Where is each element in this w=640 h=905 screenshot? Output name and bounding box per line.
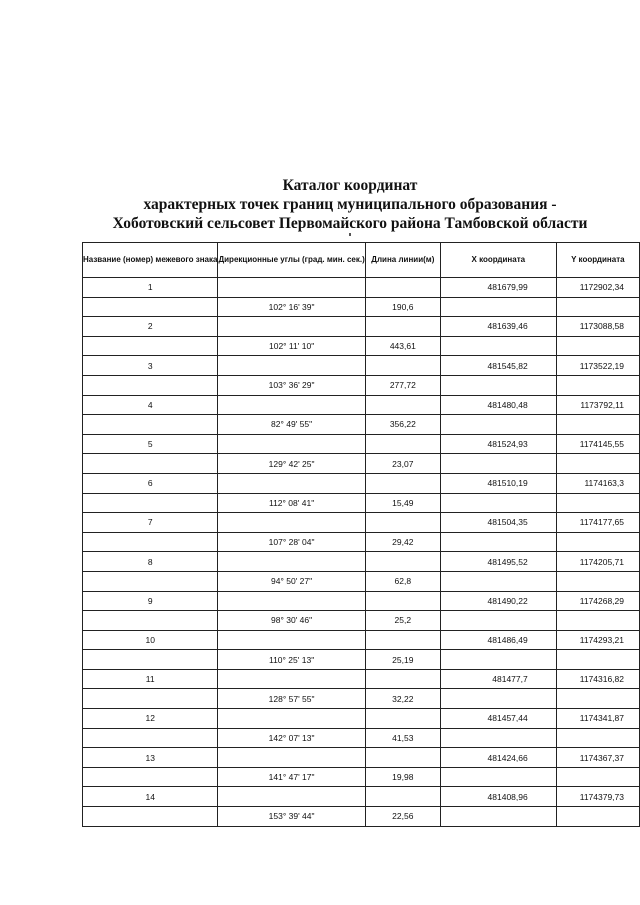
coordinates-table	[82, 242, 640, 827]
line-length: 190,6	[365, 297, 440, 317]
empty-cell	[440, 454, 556, 474]
segment-row	[83, 611, 640, 631]
point-row	[83, 709, 640, 729]
header-name: Название (номер) межевого знака	[83, 243, 218, 278]
empty-cell	[83, 807, 218, 827]
line-length: 23,07	[365, 454, 440, 474]
empty-cell	[440, 728, 556, 748]
y-coordinate: 1174293,21	[556, 630, 639, 650]
empty-cell	[218, 434, 365, 454]
header-y: Y координата	[556, 243, 639, 278]
empty-cell	[556, 336, 639, 356]
x-coordinate: 481457,44	[440, 709, 556, 729]
segment-row	[83, 375, 640, 395]
point-row	[83, 552, 640, 572]
y-coordinate: 1174177,65	[556, 513, 639, 533]
point-row	[83, 787, 640, 807]
point-row	[83, 748, 640, 768]
empty-cell	[440, 375, 556, 395]
point-row	[83, 669, 640, 689]
point-row	[83, 356, 640, 376]
empty-cell	[556, 454, 639, 474]
empty-cell	[83, 532, 218, 552]
coordinates-table-wrap	[82, 242, 640, 827]
x-coordinate: 481545,82	[440, 356, 556, 376]
direction-angle: 107° 28' 04"	[218, 532, 365, 552]
point-row	[83, 278, 640, 298]
x-coordinate: 481639,46	[440, 317, 556, 337]
empty-cell	[365, 552, 440, 572]
segment-row	[83, 532, 640, 552]
empty-cell	[440, 689, 556, 709]
empty-cell	[218, 395, 365, 415]
empty-cell	[83, 689, 218, 709]
empty-cell	[556, 767, 639, 787]
point-name: 14	[83, 787, 218, 807]
empty-cell	[365, 356, 440, 376]
segment-row	[83, 767, 640, 787]
direction-angle: 129° 42' 25"	[218, 454, 365, 474]
point-row	[83, 434, 640, 454]
empty-cell	[365, 473, 440, 493]
direction-angle: 98° 30' 46"	[218, 611, 365, 631]
point-row	[83, 591, 640, 611]
segment-row	[83, 571, 640, 591]
y-coordinate: 1174379,73	[556, 787, 639, 807]
point-name: 9	[83, 591, 218, 611]
segment-row	[83, 336, 640, 356]
empty-cell	[218, 591, 365, 611]
empty-cell	[556, 375, 639, 395]
line-length: 41,53	[365, 728, 440, 748]
segment-row	[83, 493, 640, 513]
empty-cell	[83, 454, 218, 474]
empty-cell	[365, 669, 440, 689]
empty-cell	[83, 571, 218, 591]
empty-cell	[556, 297, 639, 317]
x-coordinate: 481504,35	[440, 513, 556, 533]
direction-angle: 142° 07' 13"	[218, 728, 365, 748]
segment-row	[83, 297, 640, 317]
line-length: 22,56	[365, 807, 440, 827]
empty-cell	[83, 375, 218, 395]
point-row	[83, 317, 640, 337]
empty-cell	[83, 297, 218, 317]
empty-cell	[365, 787, 440, 807]
empty-cell	[83, 493, 218, 513]
y-coordinate: 1173522,19	[556, 356, 639, 376]
direction-angle: 110° 25' 13"	[218, 650, 365, 670]
direction-angle: 102° 11' 10"	[218, 336, 365, 356]
point-name: 3	[83, 356, 218, 376]
x-coordinate: 481490,22	[440, 591, 556, 611]
line-length: 25,19	[365, 650, 440, 670]
empty-cell	[556, 650, 639, 670]
point-name: 12	[83, 709, 218, 729]
empty-cell	[83, 767, 218, 787]
line-length: 443,61	[365, 336, 440, 356]
empty-cell	[218, 709, 365, 729]
point-name: 2	[83, 317, 218, 337]
empty-cell	[440, 415, 556, 435]
empty-cell	[365, 591, 440, 611]
segment-row	[83, 728, 640, 748]
title-line-1: Каталог координат	[282, 177, 418, 194]
y-coordinate: 1173792,11	[556, 395, 639, 415]
line-length: 356,22	[365, 415, 440, 435]
point-name: 10	[83, 630, 218, 650]
empty-cell	[83, 728, 218, 748]
empty-cell	[440, 611, 556, 631]
empty-cell	[83, 650, 218, 670]
line-length: 19,98	[365, 767, 440, 787]
segment-row	[83, 454, 640, 474]
empty-cell	[365, 630, 440, 650]
line-length: 25,2	[365, 611, 440, 631]
x-coordinate: 481510,19	[440, 473, 556, 493]
line-length: 29,42	[365, 532, 440, 552]
empty-cell	[440, 571, 556, 591]
title-line-2: характерных точек границ муниципального образования -	[143, 196, 557, 213]
empty-cell	[218, 513, 365, 533]
x-coordinate: 481480,48	[440, 395, 556, 415]
empty-cell	[365, 748, 440, 768]
empty-cell	[440, 767, 556, 787]
header-x: X координата	[440, 243, 556, 278]
direction-angle: 141° 47' 17"	[218, 767, 365, 787]
y-coordinate: 1174316,82	[556, 669, 639, 689]
y-coordinate: 1174341,87	[556, 709, 639, 729]
empty-cell	[440, 493, 556, 513]
empty-cell	[556, 415, 639, 435]
y-coordinate: 1174205,71	[556, 552, 639, 572]
empty-cell	[218, 473, 365, 493]
segment-row	[83, 807, 640, 827]
scan-speck	[349, 233, 351, 236]
header-angle: Дирекционные углы (град. мин. сек.)	[218, 243, 365, 278]
point-name: 6	[83, 473, 218, 493]
empty-cell	[83, 336, 218, 356]
empty-cell	[440, 807, 556, 827]
empty-cell	[365, 317, 440, 337]
empty-cell	[218, 787, 365, 807]
empty-cell	[218, 669, 365, 689]
line-length: 32,22	[365, 689, 440, 709]
y-coordinate: 1174268,29	[556, 591, 639, 611]
empty-cell	[365, 513, 440, 533]
point-name: 13	[83, 748, 218, 768]
x-coordinate: 481477,7	[440, 669, 556, 689]
x-coordinate: 481524,93	[440, 434, 556, 454]
line-length: 62,8	[365, 571, 440, 591]
empty-cell	[440, 650, 556, 670]
x-coordinate: 481486,49	[440, 630, 556, 650]
empty-cell	[218, 630, 365, 650]
empty-cell	[83, 611, 218, 631]
table-header-row	[83, 243, 640, 278]
empty-cell	[556, 571, 639, 591]
point-name: 1	[83, 278, 218, 298]
empty-cell	[218, 356, 365, 376]
y-coordinate: 1174163,3	[556, 473, 639, 493]
empty-cell	[365, 278, 440, 298]
point-name: 4	[83, 395, 218, 415]
empty-cell	[218, 278, 365, 298]
empty-cell	[556, 532, 639, 552]
y-coordinate: 1172902,34	[556, 278, 639, 298]
point-row	[83, 630, 640, 650]
empty-cell	[556, 611, 639, 631]
point-name: 11	[83, 669, 218, 689]
y-coordinate: 1174367,37	[556, 748, 639, 768]
empty-cell	[365, 434, 440, 454]
header-length: Длина линии(м)	[365, 243, 440, 278]
empty-cell	[556, 493, 639, 513]
segment-row	[83, 415, 640, 435]
table-body	[83, 278, 640, 827]
x-coordinate: 481679,99	[440, 278, 556, 298]
y-coordinate: 1173088,58	[556, 317, 639, 337]
empty-cell	[440, 297, 556, 317]
direction-angle: 94° 50' 27"	[218, 571, 365, 591]
empty-cell	[218, 317, 365, 337]
x-coordinate: 481424,66	[440, 748, 556, 768]
x-coordinate: 481408,96	[440, 787, 556, 807]
point-name: 8	[83, 552, 218, 572]
direction-angle: 112° 08' 41"	[218, 493, 365, 513]
direction-angle: 82° 49' 55"	[218, 415, 365, 435]
empty-cell	[556, 807, 639, 827]
point-row	[83, 473, 640, 493]
direction-angle: 128° 57' 55"	[218, 689, 365, 709]
empty-cell	[218, 748, 365, 768]
empty-cell	[365, 395, 440, 415]
line-length: 15,49	[365, 493, 440, 513]
point-name: 7	[83, 513, 218, 533]
empty-cell	[83, 415, 218, 435]
point-row	[83, 513, 640, 533]
empty-cell	[440, 336, 556, 356]
empty-cell	[556, 689, 639, 709]
segment-row	[83, 689, 640, 709]
segment-row	[83, 650, 640, 670]
empty-cell	[218, 552, 365, 572]
y-coordinate: 1174145,55	[556, 434, 639, 454]
empty-cell	[365, 709, 440, 729]
empty-cell	[556, 728, 639, 748]
point-row	[83, 395, 640, 415]
direction-angle: 102° 16' 39"	[218, 297, 365, 317]
direction-angle: 103° 36' 29"	[218, 375, 365, 395]
title-line-3: Хоботовский сельсовет Первомайского района Тамбовской области	[112, 215, 588, 232]
empty-cell	[440, 532, 556, 552]
document-title	[60, 176, 640, 233]
line-length: 277,72	[365, 375, 440, 395]
x-coordinate: 481495,52	[440, 552, 556, 572]
direction-angle: 153° 39' 44"	[218, 807, 365, 827]
point-name: 5	[83, 434, 218, 454]
